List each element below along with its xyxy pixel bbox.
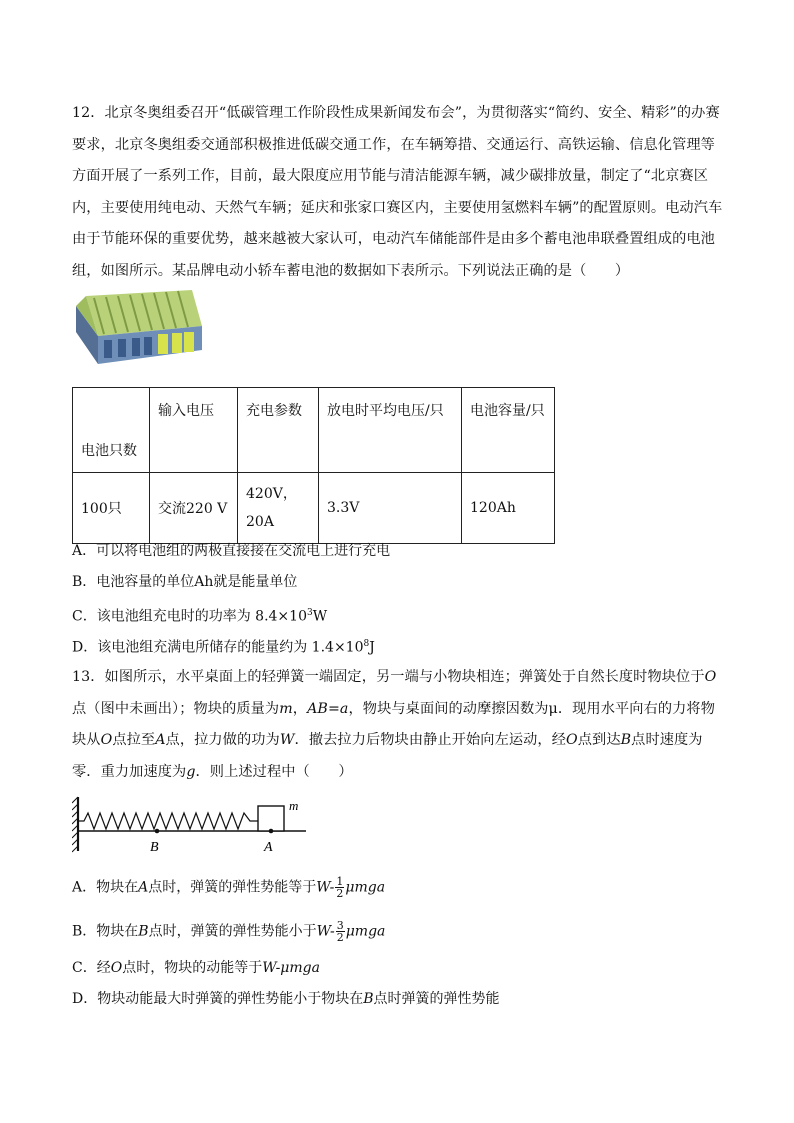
table-header-cell: 电池容量/只 — [462, 388, 555, 473]
spring-block-diagram — [72, 793, 312, 858]
option-12-a: A．可以将电池组的两极直接接在交流电上进行充电 — [72, 543, 391, 559]
var: W- — [316, 879, 335, 896]
table-cell — [238, 473, 319, 544]
text: 点时速度为零．重力加速度为 — [72, 732, 703, 780]
var: AB=a — [307, 700, 349, 717]
battery-spec-table — [72, 387, 555, 544]
text: 点（图中未画出）；物块的质量为 — [72, 700, 280, 717]
text: ．撤去拉力后物块由静止开始向左运动，经 — [294, 732, 567, 748]
option-13-b — [72, 920, 385, 943]
text: 点时，物块的动能等于 — [122, 960, 263, 976]
table-cell-line: 20A — [246, 514, 274, 530]
text: D．物块动能最大时弹簧的弹性势能小于物块在 — [72, 991, 364, 1007]
var: W-μmga — [262, 960, 320, 976]
text: 点时弹簧的弹性势能 — [373, 991, 500, 1007]
var: W- — [316, 923, 335, 940]
var: B — [363, 991, 374, 1007]
table-cell-line: 420V， — [246, 486, 297, 502]
option-unit: W — [312, 608, 328, 625]
fraction — [336, 920, 345, 943]
table-cell: 交流220 V — [150, 473, 238, 544]
option-unit: J — [369, 639, 375, 656]
table-cell: 100只 — [73, 473, 150, 544]
option-13-c — [72, 958, 320, 978]
var: B — [620, 732, 632, 748]
var: O — [566, 732, 578, 748]
table-header-cell: 输入电压 — [150, 388, 238, 473]
option-text: D．该电池组充满电所储存的能量约为 1.4×10 — [72, 639, 364, 656]
table-cell: 3.3V — [319, 473, 462, 544]
battery-pack-image — [72, 288, 204, 370]
table-header-cell: 充电参数 — [238, 388, 319, 473]
table-cell: 120Ah — [462, 473, 555, 544]
point-b — [155, 829, 160, 834]
option-13-a — [72, 876, 385, 899]
fraction — [335, 876, 344, 899]
question-13-text — [72, 662, 724, 788]
label-m: m — [289, 798, 299, 813]
point-a — [269, 829, 274, 834]
option-text: C．该电池组充电时的功率为 8.4×10 — [72, 608, 307, 625]
option-12-c — [72, 603, 327, 627]
text: 点拉至 — [112, 732, 156, 748]
var: O — [110, 960, 123, 976]
text: ， — [292, 700, 308, 717]
var: B — [138, 923, 149, 940]
numerator: 1 — [336, 875, 344, 888]
table-header-row — [73, 388, 555, 473]
text: B．物块在 — [72, 923, 139, 940]
var: μmga — [345, 879, 386, 896]
var: m — [279, 700, 293, 717]
text: ．则上述过程中（ ） — [195, 763, 353, 780]
var: A — [138, 879, 149, 896]
text: 13．如图所示，水平桌面上的轻弹簧一端固定，另一端与小物块相连；弹簧处于自然长度时物块位于 — [72, 669, 705, 685]
var: O — [100, 732, 113, 748]
spring-coil — [78, 813, 258, 829]
exponent: 3 — [306, 608, 313, 618]
text: 点，拉力做的功为 — [165, 732, 280, 748]
text: ，物块与桌面间的动摩擦因数为μ．现用水平向右的力将物块从 — [72, 700, 716, 748]
var: A — [155, 732, 166, 748]
option-12-b: B．电池容量的单位Ah就是能量单位 — [72, 574, 298, 590]
var: W — [279, 732, 295, 748]
text: C．经 — [72, 960, 111, 976]
option-12-d — [72, 634, 375, 658]
denominator: 2 — [336, 887, 344, 900]
label-a: A — [264, 840, 273, 855]
text: 点时，弹簧的弹性势能小于 — [148, 923, 317, 940]
text: 点时，弹簧的弹性势能等于 — [148, 879, 317, 896]
var: O — [704, 669, 717, 685]
denominator: 2 — [336, 931, 344, 944]
option-13-d — [72, 989, 500, 1009]
numerator: 3 — [336, 919, 344, 932]
var: g — [186, 763, 196, 780]
block-m — [258, 806, 284, 831]
table-header-cell: 电池只数 — [73, 388, 150, 473]
label-b: B — [150, 840, 159, 855]
text: 点到达 — [577, 732, 621, 748]
text: A．物块在 — [72, 879, 139, 896]
exponent: 8 — [363, 639, 370, 649]
var: μmga — [345, 923, 386, 940]
table-header-cell: 放电时平均电压/只 — [319, 388, 462, 473]
table-row — [73, 473, 555, 544]
question-12-text: 12．北京冬奥组委召开“低碳管理工作阶段性成果新闻发布会”，为贯彻落实“简约、安全、精彩”的办赛要求，北京冬奥组委交通部积极推进低碳交通工作，在车辆筹措、交通运行、高铁运输、信息化管理等方面开展了一系列工作，目前，最大限度应用节能与清洁能源车辆，减少碳排放量，制定了“北京赛区内，主要使用纯电动、天然气车辆；延庆和张家口赛区内，主要使用氢燃料车辆”的配置原则。电动汽车由于节能环保的重要优势，越来越被大家认可，电动汽车储能部件是由多个蓄电池串联叠置组成的电池组，如图所示。某品牌电动小轿车蓄电池的数据如下表所示。下列说法正确的是（ ） — [72, 105, 723, 279]
